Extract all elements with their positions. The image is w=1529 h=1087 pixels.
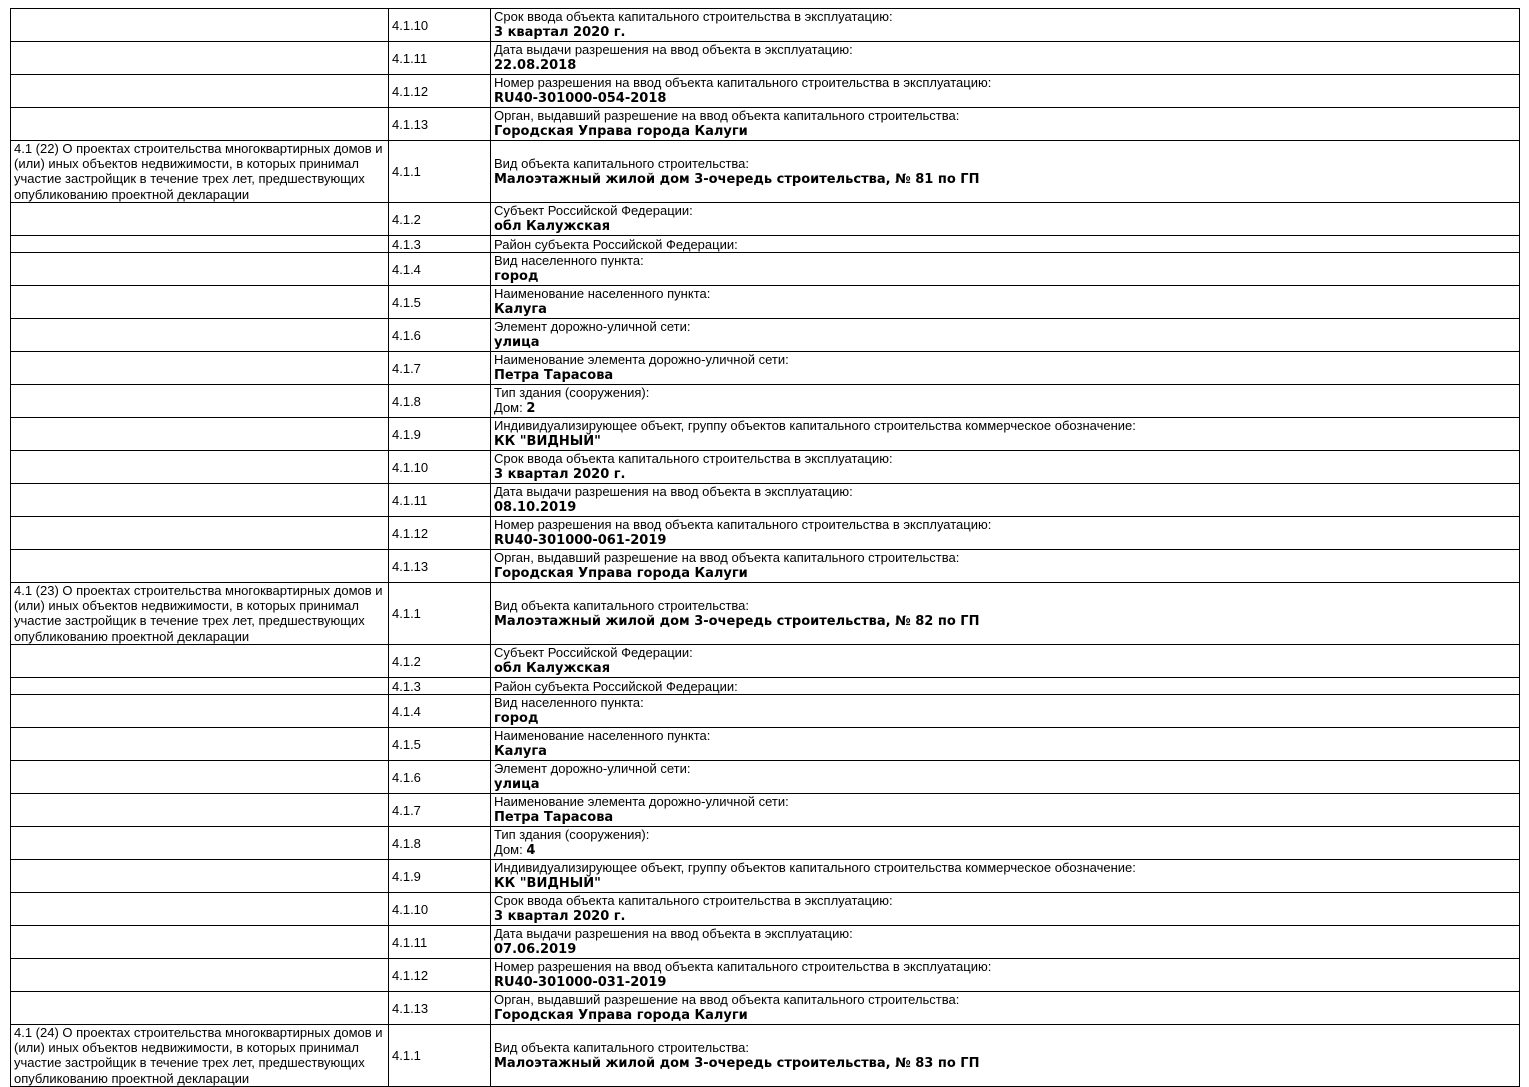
field-label: Срок ввода объекта капитального строительства в эксплуатацию:	[494, 893, 893, 908]
field-value: КК "ВИДНЫЙ"	[494, 876, 601, 891]
section-description	[11, 517, 389, 550]
row-content	[491, 451, 1520, 484]
row-content	[491, 42, 1520, 75]
field-value-line	[494, 24, 1516, 41]
table-body	[11, 9, 1520, 1087]
section-description	[11, 352, 389, 385]
row-content	[491, 517, 1520, 550]
table-row	[11, 794, 1520, 827]
row-code: 4.1.12	[389, 959, 491, 992]
field-value-line	[494, 809, 1516, 826]
table-row	[11, 645, 1520, 678]
section-description: 4.1 (23) О проектах строительства многоквартирных домов и (или) иных объектов недвижимости, в которых принимал участие застройщик в течение трех лет, предшествующих опубликованию проектной декларации	[11, 583, 389, 645]
table-row	[11, 728, 1520, 761]
table-row	[11, 385, 1520, 418]
table-row	[11, 761, 1520, 794]
field-value-line	[494, 123, 1516, 140]
row-content	[491, 418, 1520, 451]
field-value: RU40-301000-031-2019	[494, 975, 667, 990]
row-code: 4.1.4	[389, 253, 491, 286]
section-description	[11, 253, 389, 286]
field-value-line	[494, 433, 1516, 450]
field-value: обл Калужская	[494, 661, 611, 676]
table-row	[11, 695, 1520, 728]
field-label: Субъект Российской Федерации:	[494, 645, 693, 660]
row-code: 4.1.1	[389, 141, 491, 203]
field-value: город	[494, 711, 539, 726]
section-description	[11, 203, 389, 236]
table-row	[11, 451, 1520, 484]
field-value-line	[494, 57, 1516, 74]
field-value: 3 квартал 2020 г.	[494, 25, 626, 40]
row-content	[491, 9, 1520, 42]
field-label: Наименование населенного пункта:	[494, 728, 711, 743]
table-row	[11, 286, 1520, 319]
field-label: Орган, выдавший разрешение на ввод объекта капитального строительства:	[494, 108, 960, 123]
field-label: Вид объекта капитального строительства:	[494, 155, 750, 171]
table-row	[11, 75, 1520, 108]
row-code: 4.1.4	[389, 695, 491, 728]
field-value-line	[494, 660, 1516, 677]
field-value: улица	[494, 335, 540, 350]
field-label: Вид объекта капитального строительства:	[494, 597, 750, 613]
value-prefix: Дом:	[494, 400, 527, 415]
row-content	[491, 352, 1520, 385]
field-value: 2	[526, 401, 536, 416]
field-value-line	[494, 1007, 1516, 1024]
row-content	[491, 236, 1520, 253]
field-value-line	[494, 367, 1516, 384]
document-body	[10, 8, 1520, 1087]
section-description	[11, 926, 389, 959]
row-content	[491, 992, 1520, 1025]
section-description	[11, 761, 389, 794]
row-code: 4.1.6	[389, 319, 491, 352]
row-content	[491, 583, 1520, 645]
table-row	[11, 42, 1520, 75]
row-code: 4.1.10	[389, 893, 491, 926]
field-value: КК "ВИДНЫЙ"	[494, 434, 601, 449]
row-code: 4.1.12	[389, 75, 491, 108]
field-value: 07.06.2019	[494, 942, 577, 957]
field-value-line	[494, 613, 1516, 630]
table-row	[11, 319, 1520, 352]
row-content	[491, 893, 1520, 926]
section-description	[11, 695, 389, 728]
field-value-line	[494, 743, 1516, 760]
field-label: Индивидуализирующее объект, группу объектов капитального строительства коммерческое обозначение:	[494, 860, 1136, 875]
field-value: Петра Тарасова	[494, 368, 614, 383]
field-value-line	[494, 400, 1516, 417]
row-code: 4.1.11	[389, 926, 491, 959]
value-prefix: Дом:	[494, 842, 527, 857]
row-content	[491, 761, 1520, 794]
section-description	[11, 992, 389, 1025]
row-content	[491, 253, 1520, 286]
field-label: Вид населенного пункта:	[494, 695, 644, 710]
row-content	[491, 75, 1520, 108]
field-value-line	[494, 268, 1516, 285]
field-value: RU40-301000-054-2018	[494, 91, 667, 106]
field-value-line	[494, 334, 1516, 351]
row-content	[491, 141, 1520, 203]
section-description	[11, 860, 389, 893]
table-row	[11, 9, 1520, 42]
field-value: обл Калужская	[494, 219, 611, 234]
row-content	[491, 286, 1520, 319]
field-label: Дата выдачи разрешения на ввод объекта в эксплуатацию:	[494, 42, 853, 57]
row-code: 4.1.11	[389, 42, 491, 75]
field-value: 3 квартал 2020 г.	[494, 909, 626, 924]
row-code: 4.1.13	[389, 992, 491, 1025]
field-label: Орган, выдавший разрешение на ввод объекта капитального строительства:	[494, 992, 960, 1007]
row-content	[491, 319, 1520, 352]
row-code: 4.1.13	[389, 550, 491, 583]
section-description	[11, 451, 389, 484]
field-value: улица	[494, 777, 540, 792]
field-value-line	[494, 218, 1516, 235]
field-value: RU40-301000-061-2019	[494, 533, 667, 548]
row-code: 4.1.6	[389, 761, 491, 794]
field-value: Малоэтажный жилой дом 3-очередь строительства, № 81 по ГП	[494, 171, 980, 187]
table-row	[11, 583, 1520, 645]
table-row	[11, 517, 1520, 550]
row-content	[491, 108, 1520, 141]
row-content	[491, 827, 1520, 860]
section-description	[11, 550, 389, 583]
row-content	[491, 550, 1520, 583]
table-row	[11, 827, 1520, 860]
field-value: Малоэтажный жилой дом 3-очередь строительства, № 82 по ГП	[494, 613, 980, 629]
field-value: 3 квартал 2020 г.	[494, 467, 626, 482]
field-label: Тип здания (сооружения):	[494, 385, 650, 400]
section-description: 4.1 (22) О проектах строительства многоквартирных домов и (или) иных объектов недвижимости, в которых принимал участие застройщик в течение трех лет, предшествующих опубликованию проектной декларации	[11, 141, 389, 203]
field-label: Орган, выдавший разрешение на ввод объекта капитального строительства:	[494, 550, 960, 565]
field-value-line	[494, 90, 1516, 107]
project-declaration-table	[10, 8, 1520, 1087]
row-code: 4.1.9	[389, 860, 491, 893]
row-content	[491, 678, 1520, 695]
field-value-line	[494, 301, 1516, 318]
field-value: 4	[526, 843, 536, 858]
section-description	[11, 319, 389, 352]
section-description	[11, 728, 389, 761]
table-row	[11, 1025, 1520, 1087]
row-code: 4.1.10	[389, 451, 491, 484]
table-row	[11, 418, 1520, 451]
table-row	[11, 678, 1520, 695]
section-description	[11, 385, 389, 418]
field-value-line	[494, 1055, 1516, 1072]
field-value-line	[494, 466, 1516, 483]
field-label: Наименование населенного пункта:	[494, 286, 711, 301]
row-code: 4.1.5	[389, 286, 491, 319]
field-label: Дата выдачи разрешения на ввод объекта в эксплуатацию:	[494, 484, 853, 499]
section-description: 4.1 (24) О проектах строительства многоквартирных домов и (или) иных объектов недвижимости, в которых принимал участие застройщик в течение трех лет, предшествующих опубликованию проектной декларации	[11, 1025, 389, 1087]
row-code: 4.1.12	[389, 517, 491, 550]
row-content	[491, 728, 1520, 761]
table-row	[11, 959, 1520, 992]
row-code: 4.1.8	[389, 827, 491, 860]
field-value-line	[494, 842, 1516, 859]
field-label: Район субъекта Российской Федерации:	[494, 678, 738, 694]
table-row	[11, 484, 1520, 517]
section-description	[11, 959, 389, 992]
field-label: Дата выдачи разрешения на ввод объекта в эксплуатацию:	[494, 926, 853, 941]
field-label: Элемент дорожно-уличной сети:	[494, 319, 691, 334]
field-value: Калуга	[494, 302, 547, 317]
field-value: Петра Тарасова	[494, 810, 614, 825]
section-description	[11, 827, 389, 860]
section-description	[11, 286, 389, 319]
row-content	[491, 484, 1520, 517]
field-value: город	[494, 269, 539, 284]
field-value-line	[494, 710, 1516, 727]
table-row	[11, 893, 1520, 926]
section-description	[11, 645, 389, 678]
field-value-line	[494, 565, 1516, 582]
field-value: Малоэтажный жилой дом 3-очередь строительства, № 83 по ГП	[494, 1055, 980, 1071]
field-label: Индивидуализирующее объект, группу объектов капитального строительства коммерческое обозначение:	[494, 418, 1136, 433]
field-value: 08.10.2019	[494, 500, 577, 515]
table-row	[11, 860, 1520, 893]
field-value: 22.08.2018	[494, 58, 577, 73]
field-value-line	[494, 941, 1516, 958]
table-row	[11, 992, 1520, 1025]
row-code: 4.1.7	[389, 352, 491, 385]
table-row	[11, 926, 1520, 959]
field-value: Городская Управа города Калуги	[494, 1008, 748, 1023]
row-code: 4.1.2	[389, 645, 491, 678]
table-row	[11, 108, 1520, 141]
field-value-line	[494, 171, 1516, 188]
row-content	[491, 959, 1520, 992]
section-description	[11, 893, 389, 926]
section-description	[11, 418, 389, 451]
row-code: 4.1.1	[389, 1025, 491, 1087]
section-description	[11, 9, 389, 42]
field-label: Срок ввода объекта капитального строительства в эксплуатацию:	[494, 451, 893, 466]
row-code: 4.1.3	[389, 678, 491, 695]
row-code: 4.1.13	[389, 108, 491, 141]
field-label: Наименование элемента дорожно-уличной сети:	[494, 352, 789, 367]
field-label: Вид объекта капитального строительства:	[494, 1039, 750, 1055]
field-value-line	[494, 776, 1516, 793]
field-value: Калуга	[494, 744, 547, 759]
row-code: 4.1.2	[389, 203, 491, 236]
table-row	[11, 203, 1520, 236]
field-label: Номер разрешения на ввод объекта капитального строительства в эксплуатацию:	[494, 75, 992, 90]
field-value-line	[494, 908, 1516, 925]
section-description	[11, 42, 389, 75]
field-label: Вид населенного пункта:	[494, 253, 644, 268]
field-value-line	[494, 875, 1516, 892]
section-description	[11, 75, 389, 108]
table-row	[11, 352, 1520, 385]
field-label: Субъект Российской Федерации:	[494, 203, 693, 218]
section-description	[11, 108, 389, 141]
row-content	[491, 385, 1520, 418]
field-label: Элемент дорожно-уличной сети:	[494, 761, 691, 776]
section-description	[11, 236, 389, 253]
table-row	[11, 236, 1520, 253]
field-value-line	[494, 532, 1516, 549]
field-label: Срок ввода объекта капитального строительства в эксплуатацию:	[494, 9, 893, 24]
field-label: Номер разрешения на ввод объекта капитального строительства в эксплуатацию:	[494, 517, 992, 532]
field-value-line	[494, 499, 1516, 516]
field-label: Номер разрешения на ввод объекта капитального строительства в эксплуатацию:	[494, 959, 992, 974]
row-content	[491, 645, 1520, 678]
section-description	[11, 484, 389, 517]
row-code: 4.1.8	[389, 385, 491, 418]
row-code: 4.1.3	[389, 236, 491, 253]
section-description	[11, 678, 389, 695]
field-label: Наименование элемента дорожно-уличной сети:	[494, 794, 789, 809]
row-content	[491, 1025, 1520, 1087]
table-row	[11, 141, 1520, 203]
field-value-line	[494, 974, 1516, 991]
table-row	[11, 253, 1520, 286]
table-row	[11, 550, 1520, 583]
field-label: Тип здания (сооружения):	[494, 827, 650, 842]
row-code: 4.1.7	[389, 794, 491, 827]
row-content	[491, 203, 1520, 236]
row-code: 4.1.5	[389, 728, 491, 761]
row-code: 4.1.9	[389, 418, 491, 451]
section-description	[11, 794, 389, 827]
row-content	[491, 794, 1520, 827]
row-content	[491, 926, 1520, 959]
field-value: Городская Управа города Калуги	[494, 124, 748, 139]
row-content	[491, 860, 1520, 893]
row-content	[491, 695, 1520, 728]
row-code: 4.1.1	[389, 583, 491, 645]
row-code: 4.1.11	[389, 484, 491, 517]
field-label: Район субъекта Российской Федерации:	[494, 236, 738, 252]
field-value: Городская Управа города Калуги	[494, 566, 748, 581]
row-code: 4.1.10	[389, 9, 491, 42]
